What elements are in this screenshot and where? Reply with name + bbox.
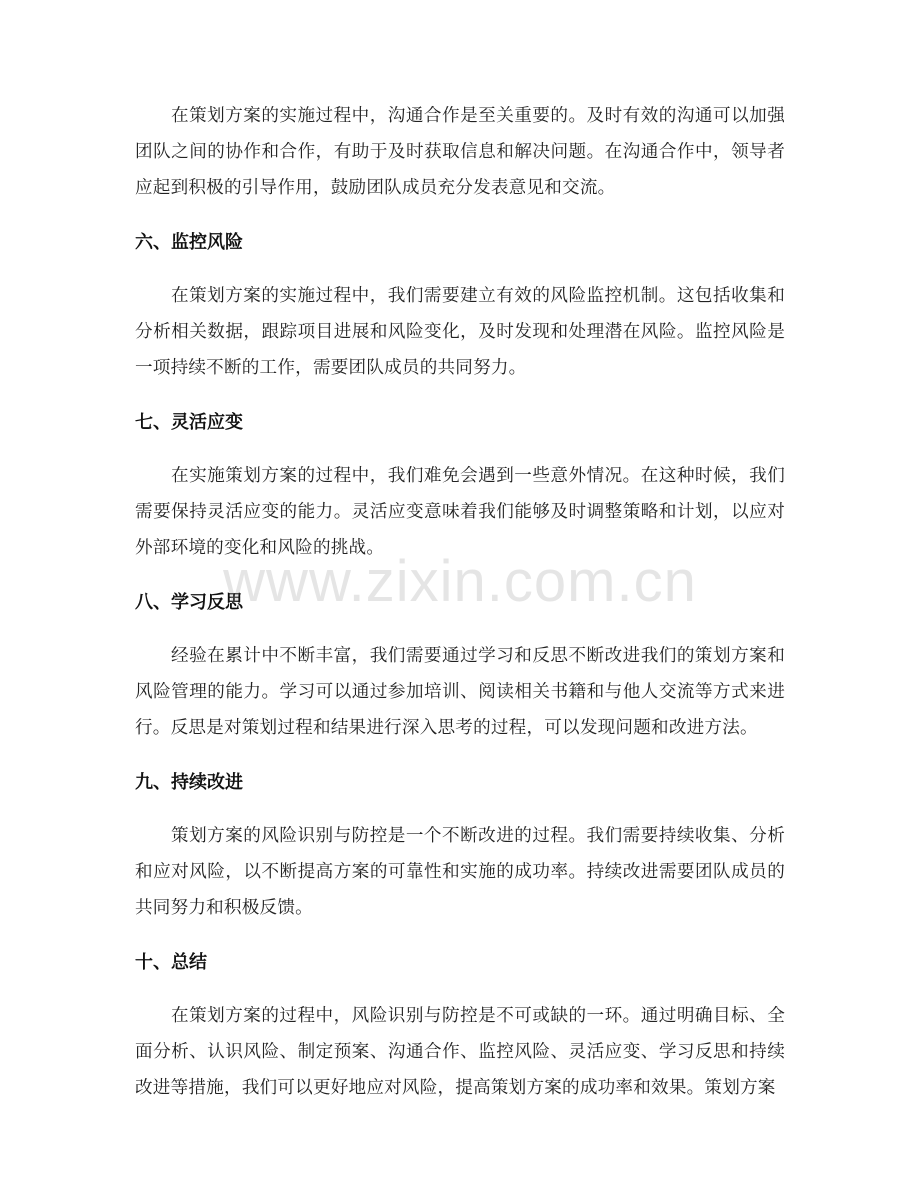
paragraph-summary: 在策划方案的过程中，风险识别与防控是不可或缺的一环。通过明确目标、全面分析、认识风险、制定预案、沟通合作、监控风险、灵活应变、学习反思和持续改进等措施，我们可以更好地应对风险，提高策划方案的成功率和效果。策划方案 xyxy=(135,1006,785,1098)
heading-monitor-risk: 六、监控风险 xyxy=(135,232,243,253)
heading-learn-reflect: 八、学习反思 xyxy=(135,592,243,613)
heading-summary: 十、总结 xyxy=(135,952,207,973)
paragraph-continuous-improvement: 策划方案的风险识别与防控是一个不断改进的过程。我们需要持续收集、分析和应对风险，以不断提高方案的可靠性和实施的成功率。持续改进需要团队成员的共同努力和积极反馈。 xyxy=(135,826,785,918)
heading-continuous-improvement: 九、持续改进 xyxy=(135,772,243,793)
document-body xyxy=(135,98,785,1106)
paragraph-flexible-response: 在实施策划方案的过程中，我们难免会遇到一些意外情况。在这种时候，我们需要保持灵活应变的能力。灵活应变意味着我们能够及时调整策略和计划，以应对外部环境的变化和风险的挑战。 xyxy=(135,466,785,558)
paragraph-monitor-risk: 在策划方案的实施过程中，我们需要建立有效的风险监控机制。这包括收集和分析相关数据，跟踪项目进展和风险变化，及时发现和处理潜在风险。监控风险是一项持续不断的工作，需要团队成员的共同努力。 xyxy=(135,286,785,378)
heading-flexible-response: 七、灵活应变 xyxy=(135,412,243,433)
paragraph-communication: 在策划方案的实施过程中，沟通合作是至关重要的。及时有效的沟通可以加强团队之间的协作和合作，有助于及时获取信息和解决问题。在沟通合作中，领导者应起到积极的引导作用，鼓励团队成员充分发表意见和交流。 xyxy=(135,106,785,198)
paragraph-learn-reflect: 经验在累计中不断丰富，我们需要通过学习和反思不断改进我们的策划方案和风险管理的能力。学习可以通过参加培训、阅读相关书籍和与他人交流等方式来进行。反思是对策划过程和结果进行深入思考的过程，可以发现问题和改进方法。 xyxy=(135,646,785,738)
watermark: www.zixin.com.cn xyxy=(223,549,697,614)
